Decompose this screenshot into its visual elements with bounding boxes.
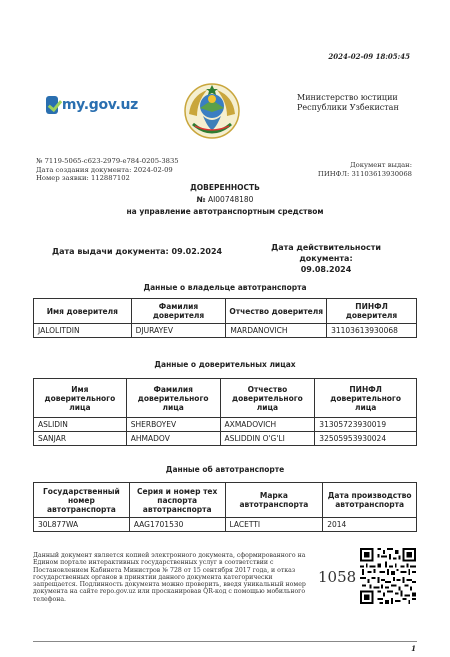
table-header: Имя доверителя — [34, 299, 132, 324]
table-header-row — [34, 299, 417, 324]
table-cell: DJURAYEV — [131, 324, 226, 338]
trustees-section-title: Данные о доверительных лицах — [154, 360, 296, 369]
validity-label: Дата действительности документа: — [271, 243, 381, 263]
trustees-table — [33, 378, 417, 446]
number-value: AI00748180 — [207, 195, 254, 204]
table-cell: 2014 — [323, 518, 417, 532]
table-header: Отчество доверителя — [226, 299, 327, 324]
table-cell: AAG1701530 — [129, 518, 225, 532]
table-header: Дата производство автотранспорта — [323, 483, 417, 518]
legal-disclaimer: Данный документ является копией электронного документа, сформированного на Едином портале интерактивных государственных услуг в соответствии с Постановлением Кабинета Министров № 728 от 15 сентября 2017 года, и отказ государственных органов в принятии данного документа категорически запрещается. Подлинность документа можно проверить, введя уникальный номер документа на сайте repo.gov.uz или просканировав QR-код с помощью мобильного телефона. — [33, 552, 306, 603]
table-header: Серия и номер тех паспорта автотранспорта — [129, 483, 225, 518]
table-header: Отчество доверительного лица — [220, 379, 315, 418]
table-header: Государственный номер автотранспорта — [34, 483, 130, 518]
table-cell: ASLIDDIN O'G'LI — [220, 432, 315, 446]
state-emblem-icon — [183, 82, 241, 140]
table-cell: SANJAR — [34, 432, 127, 446]
table-header: Фамилия доверительного лица — [126, 379, 220, 418]
owner-table — [33, 298, 417, 338]
issued-label: Документ выдан: — [350, 161, 412, 169]
table-cell: 32505953930024 — [315, 432, 417, 446]
owner-section-title: Данные о владельце автотранспорта — [143, 283, 307, 292]
table-header: Имя доверительного лица — [34, 379, 127, 418]
table-cell: JALOLITDIN — [34, 324, 132, 338]
qr-code-icon[interactable] — [360, 548, 416, 604]
mygov-logo[interactable] — [46, 94, 138, 116]
table-cell: ASLIDIN — [34, 418, 127, 432]
document-title: ДОВЕРЕННОСТЬ — [190, 183, 260, 192]
issued-to — [318, 161, 412, 178]
table-cell: 31305723930019 — [315, 418, 417, 432]
table-row — [34, 518, 417, 532]
creation-date: Дата создания документа: 2024-02-09 — [36, 165, 173, 174]
footer-divider — [33, 641, 417, 642]
ministry-name — [297, 93, 399, 113]
table-header: Марка автотранспорта — [225, 483, 323, 518]
ministry-line1: Министерство юстиции — [297, 93, 398, 102]
table-cell: 30L877WA — [34, 518, 130, 532]
table-cell: MARDANOVICH — [226, 324, 327, 338]
checkmark-icon — [46, 96, 58, 114]
print-timestamp: 2024-02-09 18:05:45 — [328, 52, 410, 61]
issue-date: Дата выдачи документа: 09.02.2024 — [52, 247, 223, 256]
table-header: Фамилия доверителя — [131, 299, 226, 324]
ministry-line2: Республики Узбекистан — [297, 103, 399, 112]
page-number: 1 — [411, 644, 416, 653]
document-subtitle: на управление автотранспортным средством — [126, 207, 324, 216]
table-cell: SHERBOYEV — [126, 418, 220, 432]
table-cell: LACETTI — [225, 518, 323, 532]
table-row — [34, 432, 417, 446]
vehicle-section-title: Данные об автотранспорте — [165, 465, 285, 474]
document-meta — [36, 157, 179, 183]
logo-text: my.gov.uz — [61, 97, 138, 113]
table-cell: AHMADOV — [126, 432, 220, 446]
document-id: № 7119-5065-c623-2979-e784-0205-3835 — [36, 157, 179, 165]
table-header-row — [34, 379, 417, 418]
table-header: ПИНФЛ доверителя — [327, 299, 417, 324]
vehicle-table — [33, 482, 417, 532]
request-number: Номер заявки: 112887102 — [36, 174, 130, 183]
number-prefix: № — [196, 195, 206, 204]
table-header: ПИНФЛ доверительного лица — [315, 379, 417, 418]
verification-code: 1058 — [318, 568, 357, 586]
issued-pinfl: ПИНФЛ: 31103613930068 — [317, 169, 412, 178]
table-cell: 31103613930068 — [327, 324, 417, 338]
table-row — [34, 324, 417, 338]
validity-value: 09.08.2024 — [300, 265, 352, 274]
validity-date — [246, 242, 406, 275]
table-header-row — [34, 483, 417, 518]
document-number — [0, 195, 450, 204]
table-cell: AXMADOVICH — [220, 418, 315, 432]
table-row — [34, 418, 417, 432]
